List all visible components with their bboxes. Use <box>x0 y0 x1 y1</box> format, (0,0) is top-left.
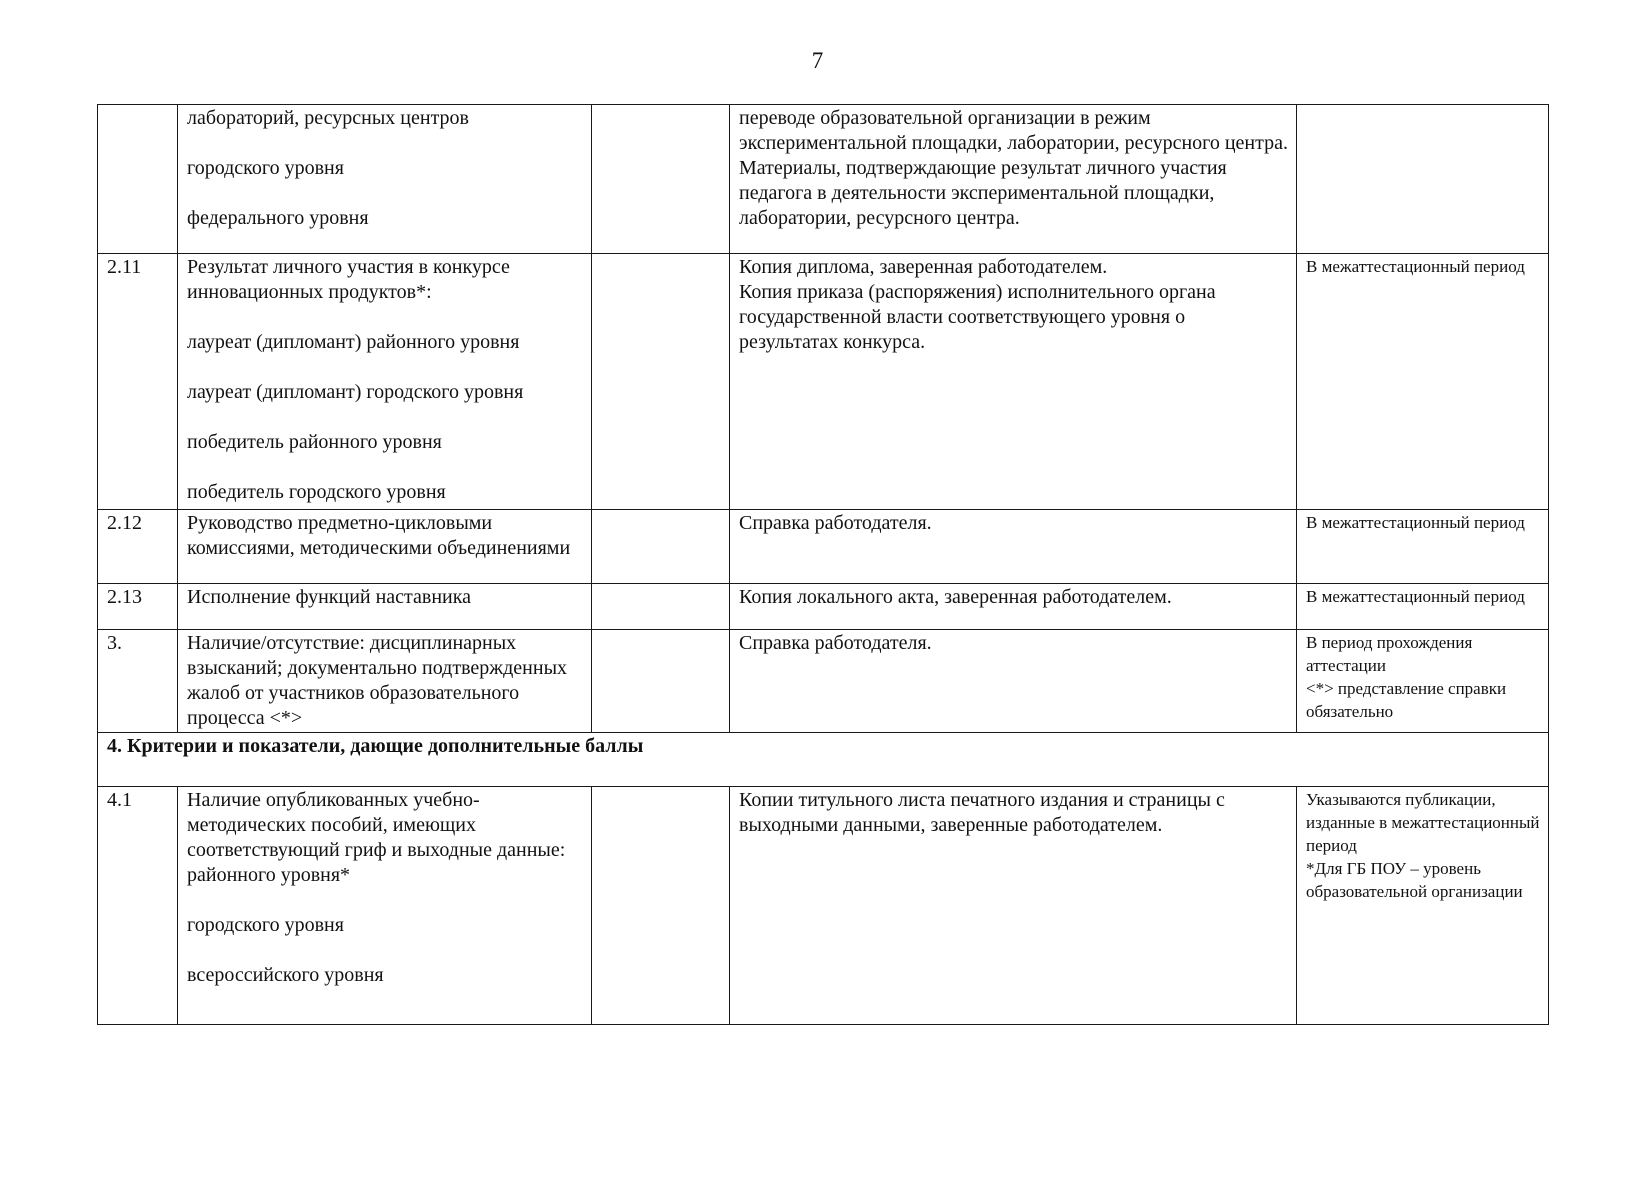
table-row <box>98 254 1549 510</box>
spacer <box>187 888 583 913</box>
cell-line: городского уровня <box>187 914 344 936</box>
table-row <box>98 584 1549 630</box>
cell-line: лабораторий, ресурсных центров <box>187 107 469 129</box>
cell-line: Копия приказа (распоряжения) исполнительного органа государственной власти соответствующего уровня о результатах конкурса. <box>739 281 1216 353</box>
row-number: 3. <box>98 630 178 733</box>
cell-line: лауреат (дипломант) городского уровня <box>187 381 524 403</box>
note-cell <box>1297 105 1549 254</box>
spacer <box>187 181 583 206</box>
spacer <box>187 405 583 430</box>
documents-cell <box>730 510 1297 584</box>
cell-line: В межаттестационный период <box>1306 587 1525 606</box>
table-row <box>98 630 1549 733</box>
cell-line: Справка работодателя. <box>739 632 932 654</box>
row-number: 2.11 <box>98 254 178 510</box>
table-row <box>98 787 1549 1025</box>
spacer <box>187 355 583 380</box>
criterion-cell <box>178 254 592 510</box>
criteria-table <box>97 104 1549 1025</box>
table-row <box>98 105 1549 254</box>
criterion-cell <box>178 630 592 733</box>
cell-line: Справка работодателя. <box>739 512 932 534</box>
cell-line: Указываются публикации, изданные в межаттестационный период <box>1306 790 1540 855</box>
cell-line: переводе образовательной организации в режим экспериментальной площадки, лаборатории, ресурсного центра. <box>739 107 1288 154</box>
note-cell <box>1297 630 1549 733</box>
cell-line: Копия диплома, заверенная работодателем. <box>739 256 1108 278</box>
note-cell <box>1297 787 1549 1025</box>
documents-cell <box>730 630 1297 733</box>
cell-line: победитель районного уровня <box>187 431 442 453</box>
cell-line: В период прохождения аттестации <box>1306 633 1473 675</box>
row-number: 4.1 <box>98 787 178 1025</box>
cell-line: Наличие опубликованных учебно-методических пособий, имеющих соответствующий гриф и выходные данные: <box>187 789 566 861</box>
documents-cell <box>730 584 1297 630</box>
cell-line: победитель городского уровня <box>187 481 446 503</box>
row-number: 2.13 <box>98 584 178 630</box>
score-cell <box>592 254 730 510</box>
note-cell <box>1297 584 1549 630</box>
cell-line: Руководство предметно-цикловыми комиссиями, методическими объединениями <box>187 512 571 559</box>
cell-line: Материалы, подтверждающие результат личного участия педагога в деятельности экспериментальной площадки, лаборатории, ресурсного центра. <box>739 157 1227 229</box>
score-cell <box>592 584 730 630</box>
cell-line: В межаттестационный период <box>1306 257 1525 276</box>
spacer <box>187 938 583 963</box>
documents-cell <box>730 105 1297 254</box>
score-cell <box>592 787 730 1025</box>
documents-cell <box>730 254 1297 510</box>
cell-line: Копия локального акта, заверенная работодателем. <box>739 586 1172 608</box>
cell-line: <*> представление справки обязательно <box>1306 679 1507 721</box>
criterion-cell <box>178 787 592 1025</box>
spacer <box>187 455 583 480</box>
score-cell <box>592 105 730 254</box>
cell-line: Исполнение функций наставника <box>187 586 472 608</box>
cell-line: В межаттестационный период <box>1306 513 1525 532</box>
score-cell <box>592 630 730 733</box>
criterion-cell <box>178 584 592 630</box>
cell-line: лауреат (дипломант) районного уровня <box>187 331 520 353</box>
section-row <box>98 733 1549 787</box>
cell-line: всероссийского уровня <box>187 964 384 986</box>
note-cell <box>1297 254 1549 510</box>
note-cell <box>1297 510 1549 584</box>
table-row <box>98 510 1549 584</box>
cell-line: городского уровня <box>187 157 344 179</box>
spacer <box>187 305 583 330</box>
cell-line: *Для ГБ ПОУ – уровень образовательной организации <box>1306 859 1523 901</box>
page-number: 7 <box>811 48 824 73</box>
criterion-cell <box>178 105 592 254</box>
section-title: 4. Критерии и показатели, дающие дополнительные баллы <box>98 733 1549 787</box>
documents-cell <box>730 787 1297 1025</box>
cell-line: Результат личного участия в конкурсе инновационных продуктов*: <box>187 256 510 303</box>
criterion-cell <box>178 510 592 584</box>
score-cell <box>592 510 730 584</box>
row-number: 2.12 <box>98 510 178 584</box>
cell-line: Наличие/отсутствие: дисциплинарных взысканий; документально подтвержденных жалоб от участников образовательного процесса <*> <box>187 632 567 729</box>
cell-line: Копии титульного листа печатного издания и страницы с выходными данными, заверенные работодателем. <box>739 789 1225 836</box>
cell-line: районного уровня* <box>187 864 351 886</box>
spacer <box>187 131 583 156</box>
row-number <box>98 105 178 254</box>
cell-line: федерального уровня <box>187 207 369 229</box>
